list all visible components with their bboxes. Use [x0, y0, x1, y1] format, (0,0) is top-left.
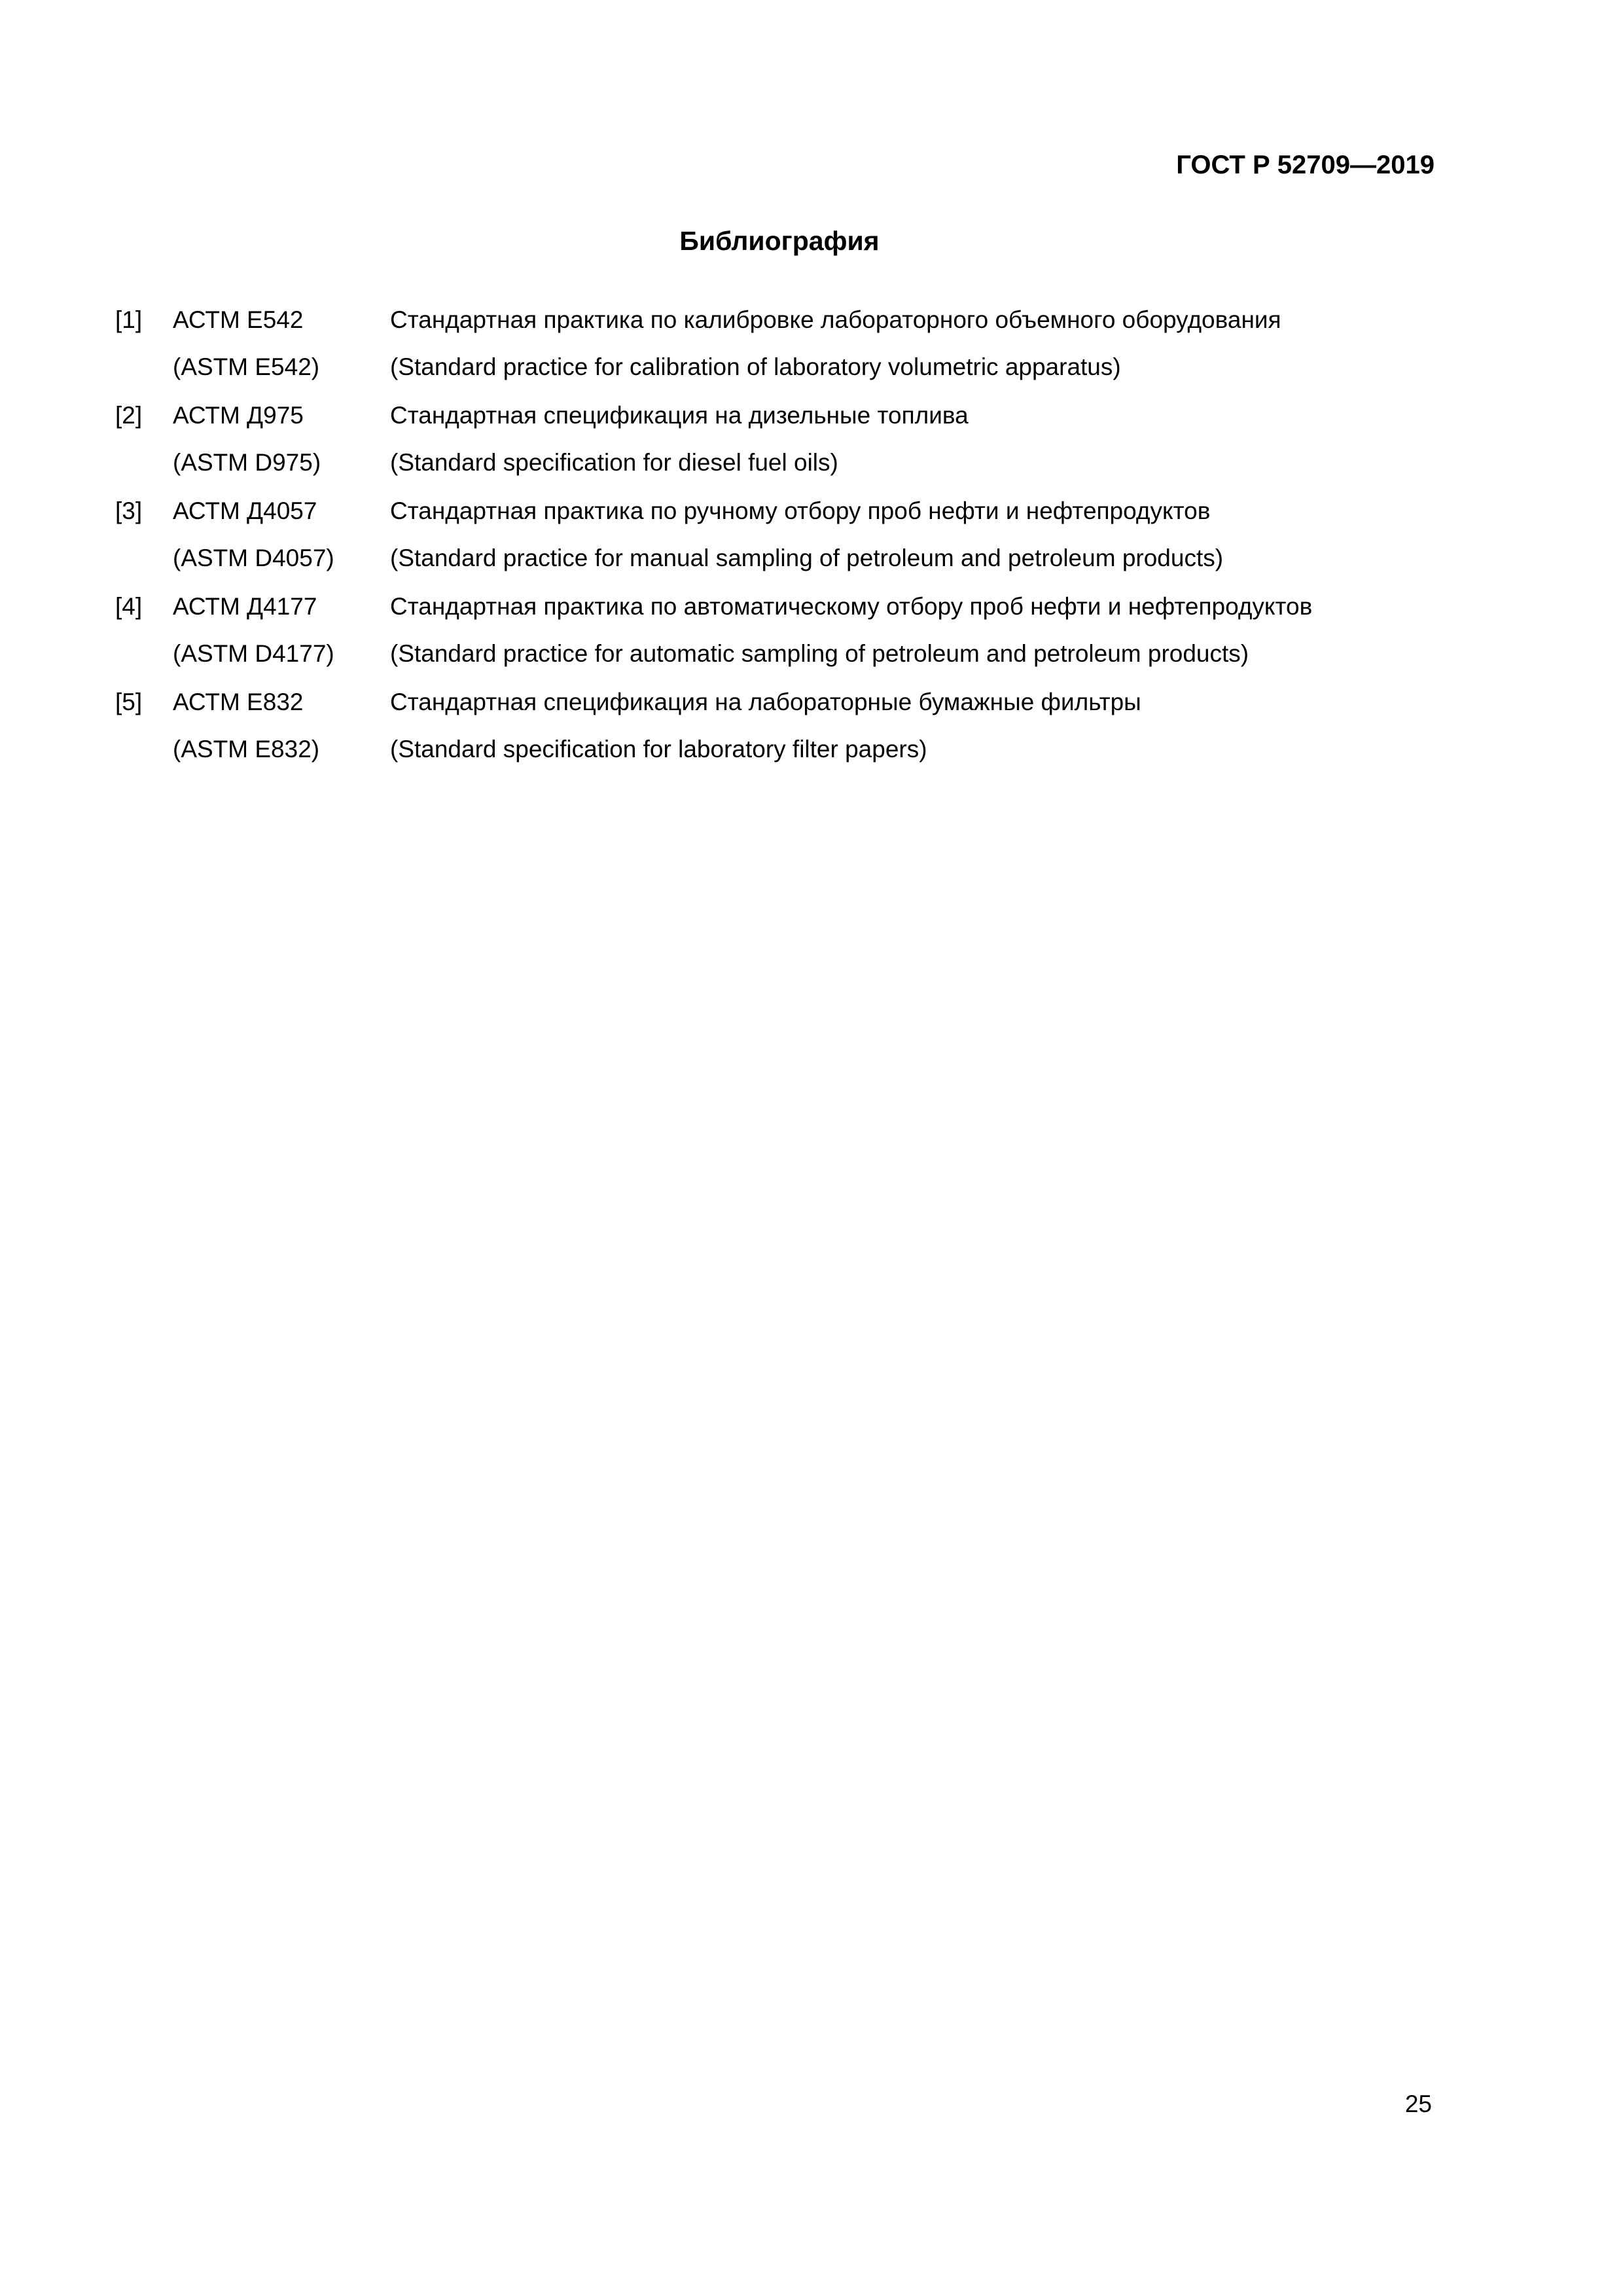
standard-code-en: (ASTM D4057): [173, 545, 334, 571]
standard-code-ru: АСТМ Д4177: [173, 593, 317, 620]
standard-code-ru: АСТМ Д975: [173, 402, 304, 429]
standard-title-en: (Standard practice for calibration of laboratory volumetric apparatus): [390, 353, 1121, 380]
standard-title-en: (Standard practice for automatic sampling of petroleum and petroleum products): [390, 640, 1249, 667]
standard-title-en: (Standard practice for manual sampling of petroleum and petroleum products): [390, 545, 1224, 571]
entry-number: [1]: [115, 306, 143, 333]
bibliography-row-ru: [115, 592, 1516, 639]
entry-number: [2]: [115, 402, 143, 429]
entry-number: [4]: [115, 593, 143, 620]
standard-code-en: (ASTM E542): [173, 353, 320, 380]
standard-title-ru: Стандартная практика по калибровке лабораторного объемного оборудования: [390, 306, 1281, 333]
bibliography-entry: [115, 496, 1516, 590]
bibliography-row-ru: [115, 496, 1516, 543]
bibliography-list: [115, 305, 1516, 783]
standard-title-ru: Стандартная практика по автоматическому отбору проб нефти и нефтепродуктов: [390, 593, 1313, 620]
page-number: 25: [1404, 2090, 1432, 2117]
standard-title-ru: Стандартная практика по ручному отбору проб нефти и нефтепродуктов: [390, 497, 1211, 524]
bibliography-row-en: [115, 734, 1516, 781]
bibliography-entry: [115, 401, 1516, 495]
standard-code-ru: АСТМ Е542: [173, 306, 304, 333]
bibliography-entry: [115, 592, 1516, 686]
standard-code-en: (ASTM E832): [173, 736, 320, 762]
bibliography-entry: [115, 687, 1516, 781]
section-title: Библиография: [679, 226, 880, 256]
bibliography-row-en: [115, 543, 1516, 590]
bibliography-row-en: [115, 352, 1516, 399]
standard-title-en: (Standard specification for laboratory filter papers): [390, 736, 927, 762]
bibliography-row-en: [115, 448, 1516, 495]
document-code: ГОСТ Р 52709—2019: [1176, 151, 1435, 179]
standard-title-ru: Стандартная спецификация на дизельные топлива: [390, 402, 969, 429]
entry-number: [3]: [115, 497, 143, 524]
standard-code-en: (ASTM D975): [173, 449, 321, 476]
bibliography-row-ru: [115, 305, 1516, 352]
bibliography-row-ru: [115, 687, 1516, 734]
standard-code-ru: АСТМ Е832: [173, 689, 304, 715]
standard-title-en: (Standard specification for diesel fuel oils): [390, 449, 838, 476]
standard-title-ru: Стандартная спецификация на лабораторные бумажные фильтры: [390, 689, 1141, 715]
standard-code-ru: АСТМ Д4057: [173, 497, 317, 524]
bibliography-row-en: [115, 639, 1516, 686]
entry-number: [5]: [115, 689, 143, 715]
bibliography-entry: [115, 305, 1516, 399]
bibliography-row-ru: [115, 401, 1516, 448]
standard-code-en: (ASTM D4177): [173, 640, 334, 667]
